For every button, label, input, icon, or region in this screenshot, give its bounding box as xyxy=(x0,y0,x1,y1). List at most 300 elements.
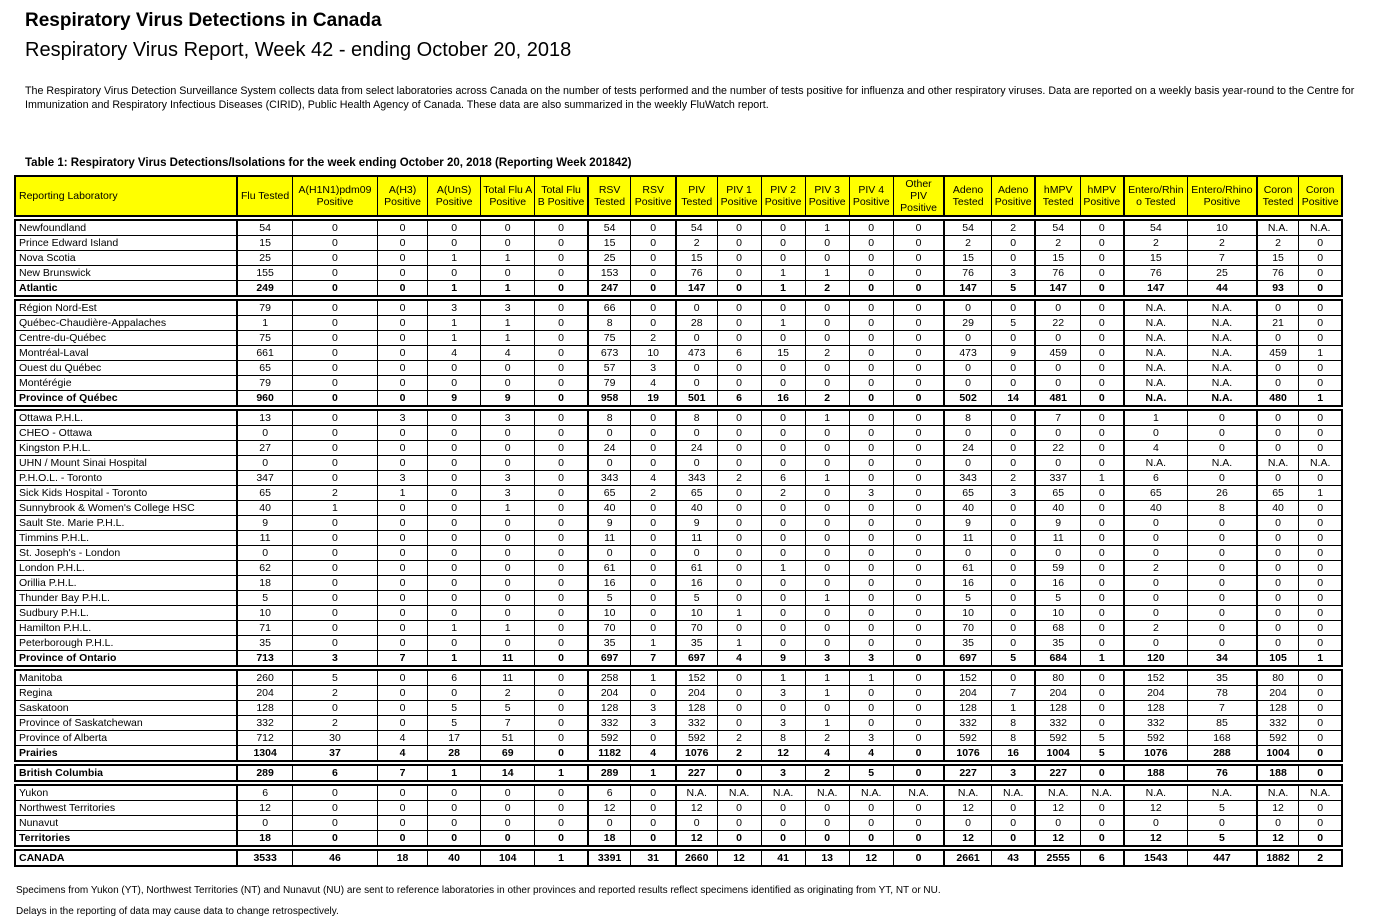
value-cell: 0 xyxy=(535,425,588,440)
value-cell: 0 xyxy=(893,470,944,485)
value-cell: 0 xyxy=(1299,800,1342,815)
value-cell: 0 xyxy=(631,730,676,745)
value-cell: 3 xyxy=(761,685,805,700)
value-cell: 0 xyxy=(717,250,761,265)
value-cell: 2 xyxy=(1299,850,1342,866)
value-cell: 0 xyxy=(717,220,761,236)
value-cell: 0 xyxy=(1035,815,1080,830)
value-cell: 0 xyxy=(378,815,428,830)
value-cell: 0 xyxy=(631,590,676,605)
value-cell: 5 xyxy=(1081,730,1124,745)
value-cell: 0 xyxy=(535,500,588,515)
value-cell: 0 xyxy=(535,560,588,575)
value-cell: 0 xyxy=(893,220,944,236)
value-cell: 1 xyxy=(805,410,849,426)
value-cell: 0 xyxy=(378,220,428,236)
value-cell: 1004 xyxy=(1257,745,1299,761)
value-cell: 0 xyxy=(849,500,893,515)
value-cell: 0 xyxy=(676,545,717,560)
value-cell: 0 xyxy=(1299,815,1342,830)
value-cell: 0 xyxy=(292,560,377,575)
value-cell: 0 xyxy=(1299,745,1342,761)
value-cell: 0 xyxy=(893,375,944,390)
value-cell: 0 xyxy=(631,425,676,440)
value-cell: 65 xyxy=(944,485,991,500)
value-cell: 0 xyxy=(631,545,676,560)
value-cell: 697 xyxy=(944,650,991,666)
table-row xyxy=(15,265,1342,280)
value-cell: 960 xyxy=(237,390,292,406)
value-cell: 40 xyxy=(237,500,292,515)
value-cell: 6 xyxy=(237,785,292,801)
value-cell: 5 xyxy=(991,650,1035,666)
value-cell: 3 xyxy=(849,650,893,666)
value-cell: 5 xyxy=(944,590,991,605)
value-cell: 0 xyxy=(717,410,761,426)
value-cell: 35 xyxy=(944,635,991,650)
value-cell: 2 xyxy=(292,485,377,500)
column-header: A(H3) Positive xyxy=(378,176,428,216)
value-cell: 0 xyxy=(1299,715,1342,730)
value-cell: 147 xyxy=(1035,280,1080,296)
value-cell: 54 xyxy=(676,220,717,236)
value-cell: N.A. xyxy=(1081,785,1124,801)
lab-name-cell: St. Joseph's - London xyxy=(15,545,237,560)
value-cell: 5 xyxy=(428,700,481,715)
column-header: PIV 2 Positive xyxy=(761,176,805,216)
lab-name-cell: London P.H.L. xyxy=(15,560,237,575)
value-cell: 3 xyxy=(761,715,805,730)
value-cell: 15 xyxy=(237,235,292,250)
value-cell: 0 xyxy=(428,500,481,515)
value-cell: 0 xyxy=(849,410,893,426)
value-cell: N.A. xyxy=(1188,345,1257,360)
value-cell: 5 xyxy=(237,590,292,605)
value-cell: 204 xyxy=(237,685,292,700)
value-cell: 0 xyxy=(1257,605,1299,620)
value-cell: 0 xyxy=(1299,590,1342,605)
table-row xyxy=(15,765,1342,781)
value-cell: 0 xyxy=(378,715,428,730)
value-cell: 0 xyxy=(1299,280,1342,296)
table-row xyxy=(15,390,1342,406)
value-cell: 0 xyxy=(893,575,944,590)
value-cell: 0 xyxy=(237,815,292,830)
value-cell: 0 xyxy=(991,330,1035,345)
value-cell: 104 xyxy=(481,850,535,866)
value-cell: 713 xyxy=(237,650,292,666)
value-cell: 11 xyxy=(944,530,991,545)
value-cell: 0 xyxy=(991,620,1035,635)
value-cell: 0 xyxy=(292,620,377,635)
value-cell: 0 xyxy=(292,590,377,605)
table-row xyxy=(15,250,1342,265)
value-cell: 9 xyxy=(991,345,1035,360)
value-cell: 0 xyxy=(849,700,893,715)
value-cell: 0 xyxy=(991,250,1035,265)
value-cell: 0 xyxy=(535,485,588,500)
value-cell: 128 xyxy=(676,700,717,715)
value-cell: 204 xyxy=(1124,685,1188,700)
value-cell: 16 xyxy=(1035,575,1080,590)
value-cell: 343 xyxy=(676,470,717,485)
value-cell: 0 xyxy=(292,300,377,316)
table-row xyxy=(15,700,1342,715)
lab-name-cell: Hamilton P.H.L. xyxy=(15,620,237,635)
value-cell: 3 xyxy=(378,410,428,426)
value-cell: N.A. xyxy=(1124,360,1188,375)
value-cell: 6 xyxy=(717,345,761,360)
value-cell: 481 xyxy=(1035,390,1080,406)
value-cell: 10 xyxy=(1035,605,1080,620)
value-cell: 0 xyxy=(631,815,676,830)
value-cell: 0 xyxy=(717,620,761,635)
value-cell: 17 xyxy=(428,730,481,745)
value-cell: 0 xyxy=(717,700,761,715)
value-cell: 337 xyxy=(1035,470,1080,485)
table-row xyxy=(15,425,1342,440)
lab-name-cell: Sudbury P.H.L. xyxy=(15,605,237,620)
lab-name-cell: New Brunswick xyxy=(15,265,237,280)
value-cell: 11 xyxy=(237,530,292,545)
table-row xyxy=(15,485,1342,500)
value-cell: 0 xyxy=(1188,590,1257,605)
value-cell: 35 xyxy=(588,635,631,650)
value-cell: 0 xyxy=(428,455,481,470)
column-header: Total Flu B Positive xyxy=(535,176,588,216)
value-cell: 147 xyxy=(944,280,991,296)
value-cell: 0 xyxy=(292,575,377,590)
value-cell: N.A. xyxy=(1299,220,1342,236)
page-subtitle: Respiratory Virus Report, Week 42 - ending October 20, 2018 xyxy=(25,38,572,61)
value-cell: 0 xyxy=(631,515,676,530)
value-cell: 1004 xyxy=(1035,745,1080,761)
value-cell: 0 xyxy=(535,375,588,390)
table-row xyxy=(15,315,1342,330)
value-cell: 0 xyxy=(535,220,588,236)
lab-name-cell: Timmins P.H.L. xyxy=(15,530,237,545)
value-cell: 0 xyxy=(849,830,893,846)
value-cell: 0 xyxy=(849,390,893,406)
lab-name-cell: Thunder Bay P.H.L. xyxy=(15,590,237,605)
value-cell: 2661 xyxy=(944,850,991,866)
value-cell: 2 xyxy=(761,485,805,500)
value-cell: 0 xyxy=(991,815,1035,830)
value-cell: 0 xyxy=(1299,360,1342,375)
value-cell: 0 xyxy=(378,360,428,375)
value-cell: 0 xyxy=(292,220,377,236)
value-cell: 0 xyxy=(849,345,893,360)
value-cell: 1 xyxy=(1081,470,1124,485)
value-cell: 1 xyxy=(631,670,676,686)
value-cell: 502 xyxy=(944,390,991,406)
value-cell: 1 xyxy=(378,485,428,500)
value-cell: 0 xyxy=(428,220,481,236)
value-cell: N.A. xyxy=(1124,455,1188,470)
value-cell: 0 xyxy=(761,700,805,715)
value-cell: 1 xyxy=(1299,345,1342,360)
value-cell: 958 xyxy=(588,390,631,406)
value-cell: 0 xyxy=(1081,220,1124,236)
value-cell: 0 xyxy=(1299,700,1342,715)
table-row xyxy=(15,530,1342,545)
value-cell: 0 xyxy=(378,235,428,250)
value-cell: 11 xyxy=(588,530,631,545)
value-cell: 11 xyxy=(481,650,535,666)
value-cell: 0 xyxy=(1188,635,1257,650)
value-cell: 44 xyxy=(1188,280,1257,296)
value-cell: 7 xyxy=(1188,700,1257,715)
value-cell: 0 xyxy=(805,485,849,500)
value-cell: 21 xyxy=(1257,315,1299,330)
value-cell: 5 xyxy=(1188,800,1257,815)
value-cell: 0 xyxy=(849,455,893,470)
value-cell: 0 xyxy=(1257,375,1299,390)
value-cell: 204 xyxy=(1035,685,1080,700)
value-cell: 0 xyxy=(893,440,944,455)
value-cell: 697 xyxy=(676,650,717,666)
table-row xyxy=(15,620,1342,635)
value-cell: 7 xyxy=(1035,410,1080,426)
value-cell: 0 xyxy=(1081,330,1124,345)
table-row xyxy=(15,560,1342,575)
value-cell: 0 xyxy=(1188,545,1257,560)
value-cell: 0 xyxy=(849,605,893,620)
value-cell: 697 xyxy=(588,650,631,666)
value-cell: 0 xyxy=(1299,300,1342,316)
value-cell: 5 xyxy=(676,590,717,605)
value-cell: 0 xyxy=(805,800,849,815)
table-group xyxy=(14,849,1343,867)
value-cell: 1 xyxy=(805,265,849,280)
value-cell: 0 xyxy=(805,300,849,316)
value-cell: 12 xyxy=(1035,830,1080,846)
value-cell: 0 xyxy=(428,785,481,801)
value-cell: 61 xyxy=(676,560,717,575)
value-cell: 29 xyxy=(944,315,991,330)
table-group xyxy=(14,409,1343,667)
value-cell: 3 xyxy=(991,485,1035,500)
column-header: A(UnS) Positive xyxy=(428,176,481,216)
value-cell: 9 xyxy=(481,390,535,406)
value-cell: 0 xyxy=(944,360,991,375)
value-cell: 19 xyxy=(631,390,676,406)
value-cell: 0 xyxy=(991,800,1035,815)
value-cell: 0 xyxy=(292,830,377,846)
value-cell: 0 xyxy=(761,515,805,530)
value-cell: 4 xyxy=(1124,440,1188,455)
footnote-specimens: Specimens from Yukon (YT), Northwest Territories (NT) and Nunavut (NU) are sent to reference laboratories in other provinces and reported results reflect specimens identified as originating from YT, NT or NU. xyxy=(16,884,941,896)
value-cell: 7 xyxy=(631,650,676,666)
value-cell: 7 xyxy=(481,715,535,730)
value-cell: 332 xyxy=(1035,715,1080,730)
lab-name-cell: Province of Ontario xyxy=(15,650,237,666)
table-group xyxy=(14,299,1343,407)
value-cell: 9 xyxy=(761,650,805,666)
value-cell: 0 xyxy=(1124,425,1188,440)
value-cell: 0 xyxy=(893,530,944,545)
value-cell: 1 xyxy=(535,765,588,781)
value-cell: 1 xyxy=(428,250,481,265)
value-cell: 5 xyxy=(1035,590,1080,605)
value-cell: 0 xyxy=(535,265,588,280)
table-row xyxy=(15,745,1342,761)
table-group xyxy=(14,669,1343,762)
value-cell: 0 xyxy=(893,280,944,296)
value-cell: 0 xyxy=(991,375,1035,390)
table-row xyxy=(15,635,1342,650)
value-cell: 5 xyxy=(292,670,377,686)
value-cell: 0 xyxy=(893,635,944,650)
value-cell: 0 xyxy=(1299,670,1342,686)
value-cell: 16 xyxy=(944,575,991,590)
value-cell: 16 xyxy=(761,390,805,406)
value-cell: 0 xyxy=(717,300,761,316)
value-cell: 168 xyxy=(1188,730,1257,745)
value-cell: 0 xyxy=(292,330,377,345)
value-cell: 6 xyxy=(1124,470,1188,485)
value-cell: 0 xyxy=(535,715,588,730)
table-row xyxy=(15,650,1342,666)
value-cell: 0 xyxy=(805,635,849,650)
lab-name-cell: Ottawa P.H.L. xyxy=(15,410,237,426)
value-cell: 0 xyxy=(717,830,761,846)
value-cell: 2 xyxy=(676,235,717,250)
value-cell: N.A. xyxy=(1124,300,1188,316)
value-cell: 1 xyxy=(428,620,481,635)
value-cell: 65 xyxy=(676,485,717,500)
value-cell: 0 xyxy=(717,515,761,530)
value-cell: 0 xyxy=(378,620,428,635)
value-cell: 0 xyxy=(805,330,849,345)
value-cell: 0 xyxy=(481,425,535,440)
value-cell: 0 xyxy=(631,685,676,700)
value-cell: 12 xyxy=(944,830,991,846)
value-cell: 2 xyxy=(1124,560,1188,575)
value-cell: 40 xyxy=(428,850,481,866)
value-cell: 0 xyxy=(1299,500,1342,515)
value-cell: 0 xyxy=(588,425,631,440)
value-cell: 0 xyxy=(849,425,893,440)
value-cell: 8 xyxy=(991,715,1035,730)
table-row xyxy=(15,440,1342,455)
value-cell: 69 xyxy=(481,745,535,761)
value-cell: 7 xyxy=(378,650,428,666)
value-cell: 0 xyxy=(761,635,805,650)
value-cell: 76 xyxy=(1188,765,1257,781)
value-cell: 0 xyxy=(717,765,761,781)
value-cell: 0 xyxy=(378,315,428,330)
value-cell: 0 xyxy=(761,410,805,426)
value-cell: 0 xyxy=(1081,635,1124,650)
value-cell: 0 xyxy=(761,425,805,440)
value-cell: 0 xyxy=(717,485,761,500)
value-cell: 0 xyxy=(805,515,849,530)
value-cell: 0 xyxy=(1124,815,1188,830)
table-row xyxy=(15,345,1342,360)
value-cell: 0 xyxy=(535,390,588,406)
value-cell: 0 xyxy=(1257,330,1299,345)
value-cell: 28 xyxy=(428,745,481,761)
value-cell: 14 xyxy=(991,390,1035,406)
value-cell: 0 xyxy=(1188,470,1257,485)
value-cell: 0 xyxy=(893,235,944,250)
value-cell: 0 xyxy=(676,455,717,470)
value-cell: N.A. xyxy=(991,785,1035,801)
value-cell: 332 xyxy=(944,715,991,730)
value-cell: 0 xyxy=(1257,545,1299,560)
value-cell: 0 xyxy=(991,455,1035,470)
value-cell: 2 xyxy=(292,715,377,730)
value-cell: 0 xyxy=(428,470,481,485)
lab-name-cell: UHN / Mount Sinai Hospital xyxy=(15,455,237,470)
value-cell: 7 xyxy=(378,765,428,781)
value-cell: 6 xyxy=(761,470,805,485)
value-cell: 10 xyxy=(588,605,631,620)
value-cell: 40 xyxy=(1124,500,1188,515)
value-cell: 2660 xyxy=(676,850,717,866)
lab-name-cell: Nunavut xyxy=(15,815,237,830)
value-cell: 0 xyxy=(292,470,377,485)
value-cell: 1076 xyxy=(676,745,717,761)
value-cell: 0 xyxy=(481,605,535,620)
value-cell: 22 xyxy=(1035,315,1080,330)
value-cell: 0 xyxy=(378,390,428,406)
value-cell: 0 xyxy=(1299,330,1342,345)
value-cell: 289 xyxy=(588,765,631,781)
value-cell: 0 xyxy=(1081,280,1124,296)
value-cell: 0 xyxy=(849,530,893,545)
value-cell: 1 xyxy=(1081,650,1124,666)
lab-name-cell: Province of Alberta xyxy=(15,730,237,745)
value-cell: 0 xyxy=(535,785,588,801)
value-cell: 0 xyxy=(991,425,1035,440)
value-cell: 0 xyxy=(991,515,1035,530)
value-cell: 5 xyxy=(991,280,1035,296)
value-cell: 35 xyxy=(237,635,292,650)
value-cell: 0 xyxy=(893,605,944,620)
value-cell: 13 xyxy=(237,410,292,426)
value-cell: 3391 xyxy=(588,850,631,866)
value-cell: 80 xyxy=(1035,670,1080,686)
value-cell: 0 xyxy=(535,515,588,530)
value-cell: 0 xyxy=(535,455,588,470)
value-cell: 0 xyxy=(535,700,588,715)
value-cell: 65 xyxy=(588,485,631,500)
value-cell: 128 xyxy=(588,700,631,715)
value-cell: 0 xyxy=(378,345,428,360)
value-cell: 0 xyxy=(893,360,944,375)
value-cell: 1 xyxy=(761,280,805,296)
value-cell: 0 xyxy=(535,730,588,745)
value-cell: 227 xyxy=(676,765,717,781)
value-cell: 0 xyxy=(292,315,377,330)
value-cell: 347 xyxy=(237,470,292,485)
value-cell: 2 xyxy=(292,685,377,700)
value-cell: 0 xyxy=(893,730,944,745)
value-cell: 11 xyxy=(481,670,535,686)
value-cell: 24 xyxy=(676,440,717,455)
value-cell: 70 xyxy=(676,620,717,635)
value-cell: 0 xyxy=(1299,530,1342,545)
value-cell: 43 xyxy=(991,850,1035,866)
value-cell: 0 xyxy=(535,635,588,650)
value-cell: N.A. xyxy=(1188,315,1257,330)
value-cell: 0 xyxy=(1257,815,1299,830)
value-cell: 0 xyxy=(849,235,893,250)
value-cell: 0 xyxy=(1188,560,1257,575)
value-cell: 0 xyxy=(631,250,676,265)
